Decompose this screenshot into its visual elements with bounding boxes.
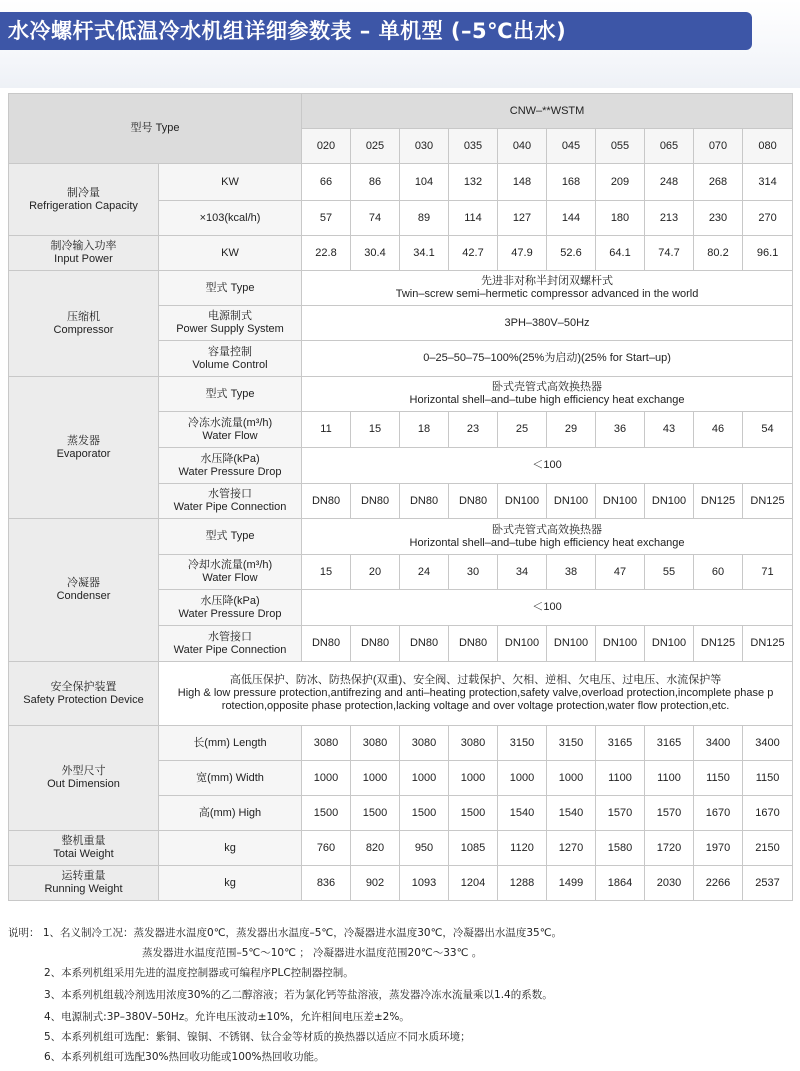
param-label: 型式 Type — [159, 519, 302, 555]
value-cell: 1204 — [449, 866, 498, 901]
value-cell: 1100 — [596, 761, 645, 796]
value-cell: 760 — [302, 831, 351, 866]
param-label: 水管接口 Water Pipe Connection — [159, 484, 302, 519]
value-cell: 1570 — [596, 796, 645, 831]
note-5: 5、本系列机组可选配：紫铜、镍铜、不锈钢、钛合金等材质的换热器以适应不同水质环境； — [44, 1031, 471, 1043]
model-cell: 030 — [400, 129, 449, 164]
evaporator-label: 蒸发器 Evaporator — [9, 377, 159, 519]
value-cell: 34 — [498, 555, 547, 590]
value-cell: 71 — [743, 555, 793, 590]
value-cell: 25 — [498, 412, 547, 448]
value-cell: 1500 — [400, 796, 449, 831]
value-cell: 89 — [400, 201, 449, 236]
note-6: 6、本系列机组可选配30%热回收功能或100%热回收功能。 — [44, 1051, 325, 1063]
value-cell: DN80 — [449, 484, 498, 519]
value-cell: 1000 — [547, 761, 596, 796]
value-cell: 1270 — [547, 831, 596, 866]
value-cell: 3400 — [694, 726, 743, 761]
value-cell: DN100 — [645, 484, 694, 519]
value-cell: 60 — [694, 555, 743, 590]
value-cell: 2150 — [743, 831, 793, 866]
value-cell: 47 — [596, 555, 645, 590]
unit-cell: KW — [159, 164, 302, 201]
value-cell: 3150 — [547, 726, 596, 761]
value-cell: 268 — [694, 164, 743, 201]
value-cell: 3165 — [596, 726, 645, 761]
value-cell: DN80 — [400, 626, 449, 662]
value-cell: 57 — [302, 201, 351, 236]
value-cell: 820 — [351, 831, 400, 866]
param-label: 长(mm) Length — [159, 726, 302, 761]
value-cell: 180 — [596, 201, 645, 236]
value-cell: 3150 — [498, 726, 547, 761]
value-cell: 1500 — [449, 796, 498, 831]
condenser-pressure-value: ＜100 — [302, 590, 793, 626]
value-cell: 1720 — [645, 831, 694, 866]
value-cell: 34.1 — [400, 236, 449, 271]
value-cell: 1500 — [351, 796, 400, 831]
table-row — [9, 519, 793, 555]
param-label: 冷却水流量(m³/h) Water Flow — [159, 555, 302, 590]
table-row — [9, 726, 793, 761]
model-cell: 020 — [302, 129, 351, 164]
value-cell: 1100 — [645, 761, 694, 796]
cooling-capacity-label: 制冷量 Refrigeration Capacity — [9, 164, 159, 236]
value-cell: DN100 — [547, 484, 596, 519]
param-label: 型式 Type — [159, 271, 302, 306]
param-label: 型式 Type — [159, 377, 302, 412]
value-cell: 1000 — [400, 761, 449, 796]
compressor-type-value: 先进非对称半封闭双螺杆式 Twin–screw semi–hermetic compressor advanced in the world — [302, 271, 793, 306]
model-cell: 045 — [547, 129, 596, 164]
value-cell: DN80 — [302, 484, 351, 519]
value-cell: 23 — [449, 412, 498, 448]
note-4: 4、电源制式:3P–380V–50Hz。允许电压波动±10%，允许相间电压差±2%。 — [44, 1011, 410, 1023]
value-cell: 1000 — [302, 761, 351, 796]
evaporator-pressure-value: ＜100 — [302, 448, 793, 484]
model-cell: 065 — [645, 129, 694, 164]
value-cell: 1288 — [498, 866, 547, 901]
value-cell: 902 — [351, 866, 400, 901]
value-cell: 1150 — [694, 761, 743, 796]
value-cell: 1500 — [302, 796, 351, 831]
value-cell: 38 — [547, 555, 596, 590]
value-cell: 3080 — [449, 726, 498, 761]
value-cell: 248 — [645, 164, 694, 201]
param-label: 宽(mm) Width — [159, 761, 302, 796]
value-cell: 1000 — [498, 761, 547, 796]
value-cell: 1150 — [743, 761, 793, 796]
note-2: 2、本系列机组采用先进的温度控制器或可编程序PLC控制器控制。 — [44, 967, 354, 979]
value-cell: 314 — [743, 164, 793, 201]
dimension-label: 外型尺寸 Out Dimension — [9, 726, 159, 831]
value-cell: 18 — [400, 412, 449, 448]
value-cell: 148 — [498, 164, 547, 201]
model-cell: 070 — [694, 129, 743, 164]
value-cell: 52.6 — [547, 236, 596, 271]
value-cell: 80.2 — [694, 236, 743, 271]
value-cell: 270 — [743, 201, 793, 236]
table-row — [9, 866, 793, 901]
table-row — [9, 662, 793, 726]
compressor-label: 压缩机 Compressor — [9, 271, 159, 377]
value-cell: DN80 — [302, 626, 351, 662]
model-cell: 055 — [596, 129, 645, 164]
page-title: 水冷螺杆式低温冷水机组详细参数表 – 单机型 (–5℃出水) — [0, 12, 752, 50]
value-cell: DN100 — [596, 484, 645, 519]
value-cell: 30.4 — [351, 236, 400, 271]
value-cell: DN100 — [547, 626, 596, 662]
value-cell: DN125 — [743, 626, 793, 662]
param-label: 水压降(kPa) Water Pressure Drop — [159, 590, 302, 626]
power-supply-value: 3PH–380V–50Hz — [302, 306, 793, 341]
value-cell: 47.9 — [498, 236, 547, 271]
value-cell: 22.8 — [302, 236, 351, 271]
param-label: 水管接口 Water Pipe Connection — [159, 626, 302, 662]
unit-cell: kg — [159, 831, 302, 866]
value-cell: 96.1 — [743, 236, 793, 271]
value-cell: 86 — [351, 164, 400, 201]
value-cell: 2537 — [743, 866, 793, 901]
table-row — [9, 271, 793, 306]
table-row — [9, 236, 793, 271]
value-cell: DN125 — [694, 626, 743, 662]
value-cell: 114 — [449, 201, 498, 236]
value-cell: 20 — [351, 555, 400, 590]
model-cell: 035 — [449, 129, 498, 164]
total-weight-label: 整机重量 Totai Weight — [9, 831, 159, 866]
note-1: 说明： 1、名义制冷工况：蒸发器进水温度0℃，蒸发器出水温度–5℃，冷凝器进水温度30℃，冷凝器出水温度35℃。 — [8, 927, 563, 939]
value-cell: 74.7 — [645, 236, 694, 271]
value-cell: 66 — [302, 164, 351, 201]
value-cell: 24 — [400, 555, 449, 590]
value-cell: 74 — [351, 201, 400, 236]
value-cell: 144 — [547, 201, 596, 236]
value-cell: 1670 — [743, 796, 793, 831]
value-cell: 46 — [694, 412, 743, 448]
unit-cell: KW — [159, 236, 302, 271]
param-label: 高(mm) High — [159, 796, 302, 831]
value-cell: 104 — [400, 164, 449, 201]
value-cell: 3080 — [351, 726, 400, 761]
note-1-continued: 蒸发器进水温度范围–5℃～10℃ ； 冷凝器进水温度范围20℃～33℃ 。 — [142, 947, 483, 959]
value-cell: DN100 — [645, 626, 694, 662]
safety-value: 高低压保护、防冰、防热保护(双重)、安全阀、过载保护、欠相、逆相、欠电压、过电压、水流保护等 High & low pressure protection,antifrezing and anti–heating protection,safety valve,overload protection,incomplete phase p rotection,opposite phase protection,lacking voltage and over voltage protection,water flow protection,etc. — [159, 662, 793, 726]
value-cell: 3400 — [743, 726, 793, 761]
value-cell: 1085 — [449, 831, 498, 866]
value-cell: 2266 — [694, 866, 743, 901]
value-cell: DN125 — [743, 484, 793, 519]
param-label: 冷冻水流量(m³/h) Water Flow — [159, 412, 302, 448]
value-cell: DN100 — [596, 626, 645, 662]
series-name: CNW–**WSTM — [302, 94, 793, 129]
value-cell: 36 — [596, 412, 645, 448]
spec-table — [8, 93, 793, 901]
param-label: 容量控制 Volume Control — [159, 341, 302, 377]
value-cell: 15 — [351, 412, 400, 448]
value-cell: DN100 — [498, 484, 547, 519]
value-cell: 3080 — [400, 726, 449, 761]
value-cell: 836 — [302, 866, 351, 901]
condenser-label: 冷凝器 Condenser — [9, 519, 159, 662]
value-cell: 950 — [400, 831, 449, 866]
unit-cell: ×103(kcal/h) — [159, 201, 302, 236]
value-cell: DN80 — [351, 484, 400, 519]
unit-cell: kg — [159, 866, 302, 901]
value-cell: 209 — [596, 164, 645, 201]
running-weight-label: 运转重量 Running Weight — [9, 866, 159, 901]
value-cell: 55 — [645, 555, 694, 590]
value-cell: DN100 — [498, 626, 547, 662]
volume-control-value: 0–25–50–75–100%(25%为启动)(25% for Start–up) — [302, 341, 793, 377]
value-cell: 1864 — [596, 866, 645, 901]
value-cell: 132 — [449, 164, 498, 201]
value-cell: DN80 — [351, 626, 400, 662]
value-cell: 11 — [302, 412, 351, 448]
value-cell: 54 — [743, 412, 793, 448]
value-cell: 1093 — [400, 866, 449, 901]
model-cell: 080 — [743, 129, 793, 164]
value-cell: 1580 — [596, 831, 645, 866]
model-cell: 040 — [498, 129, 547, 164]
value-cell: DN125 — [694, 484, 743, 519]
table-row — [9, 831, 793, 866]
input-power-label: 制冷输入功率 Input Power — [9, 236, 159, 271]
evaporator-type-value: 卧式壳管式高效换热器 Horizontal shell–and–tube high efficiency heat exchange — [302, 377, 793, 412]
value-cell: 1540 — [547, 796, 596, 831]
value-cell: 30 — [449, 555, 498, 590]
value-cell: 1670 — [694, 796, 743, 831]
type-label: 型号 Type — [9, 94, 302, 164]
value-cell: 1970 — [694, 831, 743, 866]
condenser-type-value: 卧式壳管式高效换热器 Horizontal shell–and–tube high efficiency heat exchange — [302, 519, 793, 555]
note-3: 3、本系列机组载冷剂选用浓度30%的乙二醇溶液；若为氯化钙等盐溶液，蒸发器冷冻水流量乘以1.4的系数。 — [44, 989, 553, 1001]
value-cell: 1120 — [498, 831, 547, 866]
value-cell: 29 — [547, 412, 596, 448]
value-cell: DN80 — [449, 626, 498, 662]
value-cell: 1570 — [645, 796, 694, 831]
value-cell: 1000 — [449, 761, 498, 796]
value-cell: 168 — [547, 164, 596, 201]
value-cell: 15 — [302, 555, 351, 590]
param-label: 水压降(kPa) Water Pressure Drop — [159, 448, 302, 484]
safety-label: 安全保护装置 Safety Protection Device — [9, 662, 159, 726]
table-row — [9, 164, 793, 201]
param-label: 电源制式 Power Supply System — [159, 306, 302, 341]
value-cell: 2030 — [645, 866, 694, 901]
value-cell: DN80 — [400, 484, 449, 519]
value-cell: 3165 — [645, 726, 694, 761]
value-cell: 230 — [694, 201, 743, 236]
value-cell: 127 — [498, 201, 547, 236]
value-cell: 1499 — [547, 866, 596, 901]
value-cell: 1000 — [351, 761, 400, 796]
value-cell: 1540 — [498, 796, 547, 831]
value-cell: 64.1 — [596, 236, 645, 271]
value-cell: 213 — [645, 201, 694, 236]
value-cell: 43 — [645, 412, 694, 448]
value-cell: 3080 — [302, 726, 351, 761]
value-cell: 42.7 — [449, 236, 498, 271]
table-row — [9, 377, 793, 412]
model-cell: 025 — [351, 129, 400, 164]
